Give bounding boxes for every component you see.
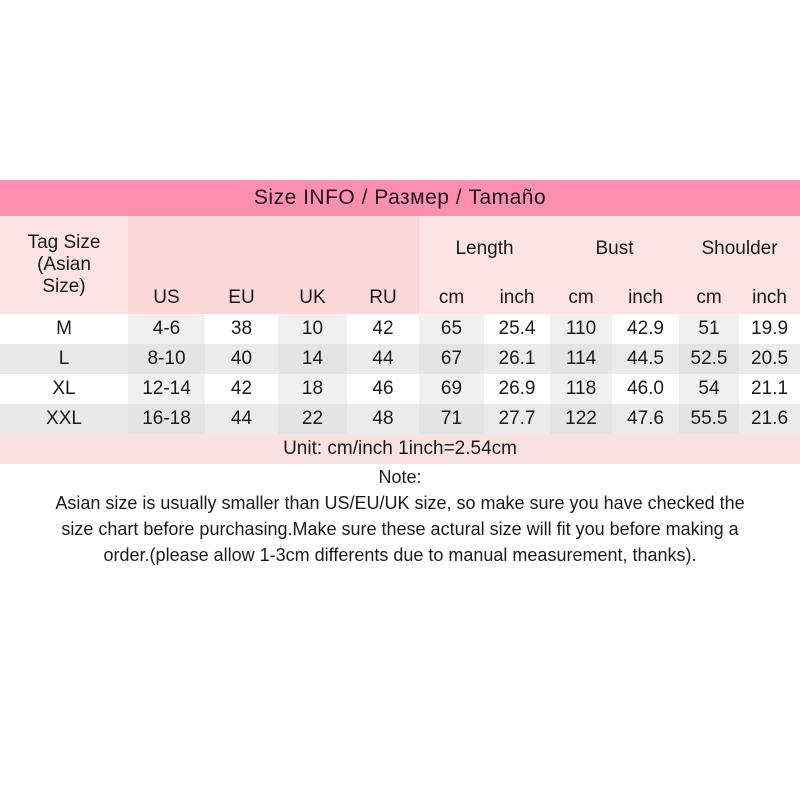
table-row xyxy=(0,344,800,374)
cell-shoulder-inch: 20.5 xyxy=(739,344,800,374)
note-line-1: Asian size is usually smaller than US/EU/UK size, so make sure you have checked the xyxy=(55,493,745,513)
header-tag-size xyxy=(0,216,128,314)
header-length-inch: inch xyxy=(484,282,550,314)
header-uk: UK xyxy=(278,282,347,314)
header-shoulder: Shoulder xyxy=(679,216,800,282)
cell-ru: 46 xyxy=(347,374,419,404)
header-spacer-us xyxy=(128,216,205,282)
table-row xyxy=(0,314,800,344)
cell-bust-inch: 44.5 xyxy=(612,344,679,374)
note-label: Note: xyxy=(0,464,800,490)
cell-length-inch: 27.7 xyxy=(484,404,550,434)
cell-ru: 44 xyxy=(347,344,419,374)
table-row xyxy=(0,404,800,434)
cell-ru: 48 xyxy=(347,404,419,434)
cell-uk: 22 xyxy=(278,404,347,434)
cell-us: 8-10 xyxy=(128,344,205,374)
cell-bust-inch: 42.9 xyxy=(612,314,679,344)
header-eu: EU xyxy=(205,282,278,314)
cell-length-inch: 26.1 xyxy=(484,344,550,374)
cell-shoulder-cm: 54 xyxy=(679,374,739,404)
cell-tag-size: XXL xyxy=(0,404,128,434)
header-tag-size-line1: Tag Size xyxy=(27,232,101,253)
cell-shoulder-inch: 21.1 xyxy=(739,374,800,404)
cell-bust-cm: 114 xyxy=(550,344,612,374)
cell-length-cm: 69 xyxy=(419,374,484,404)
header-bust-cm: cm xyxy=(550,282,612,314)
page-title: Size INFO / Размер / Tamaño xyxy=(0,180,800,216)
cell-shoulder-cm: 51 xyxy=(679,314,739,344)
cell-us: 12-14 xyxy=(128,374,205,404)
cell-uk: 10 xyxy=(278,314,347,344)
note-line-2: size chart before purchasing.Make sure these actural size will fit you before making a xyxy=(61,519,739,539)
cell-uk: 18 xyxy=(278,374,347,404)
table-row xyxy=(0,374,800,404)
header-row-top xyxy=(0,216,800,282)
cell-bust-cm: 110 xyxy=(550,314,612,344)
cell-eu: 40 xyxy=(205,344,278,374)
header-shoulder-inch: inch xyxy=(739,282,800,314)
note-body-row xyxy=(0,490,800,568)
cell-bust-cm: 118 xyxy=(550,374,612,404)
header-ru: RU xyxy=(347,282,419,314)
cell-tag-size: L xyxy=(0,344,128,374)
cell-us: 4-6 xyxy=(128,314,205,344)
table-title-row xyxy=(0,180,800,216)
header-bust-inch: inch xyxy=(612,282,679,314)
header-us: US xyxy=(128,282,205,314)
cell-tag-size: XL xyxy=(0,374,128,404)
cell-length-cm: 67 xyxy=(419,344,484,374)
unit-note-row xyxy=(0,434,800,464)
cell-bust-inch: 47.6 xyxy=(612,404,679,434)
cell-length-inch: 25.4 xyxy=(484,314,550,344)
cell-uk: 14 xyxy=(278,344,347,374)
header-spacer-ru xyxy=(347,216,419,282)
cell-length-inch: 26.9 xyxy=(484,374,550,404)
cell-length-cm: 65 xyxy=(419,314,484,344)
header-shoulder-cm: cm xyxy=(679,282,739,314)
header-bust: Bust xyxy=(550,216,679,282)
note-text xyxy=(0,490,800,568)
unit-note: Unit: cm/inch 1inch=2.54cm xyxy=(0,434,800,464)
cell-shoulder-inch: 21.6 xyxy=(739,404,800,434)
note-line-3: order.(please allow 1-3cm differents due to manual measurement, thanks). xyxy=(103,545,697,565)
cell-tag-size: M xyxy=(0,314,128,344)
cell-ru: 42 xyxy=(347,314,419,344)
header-length-cm: cm xyxy=(419,282,484,314)
cell-eu: 38 xyxy=(205,314,278,344)
cell-shoulder-cm: 52.5 xyxy=(679,344,739,374)
cell-bust-inch: 46.0 xyxy=(612,374,679,404)
cell-us: 16-18 xyxy=(128,404,205,434)
header-tag-size-line3: Size) xyxy=(42,276,86,297)
cell-eu: 42 xyxy=(205,374,278,404)
cell-shoulder-inch: 19.9 xyxy=(739,314,800,344)
header-spacer-eu xyxy=(205,216,278,282)
cell-length-cm: 71 xyxy=(419,404,484,434)
size-chart-table xyxy=(0,180,800,568)
cell-eu: 44 xyxy=(205,404,278,434)
header-tag-size-line2: (Asian xyxy=(37,254,91,275)
header-length: Length xyxy=(419,216,550,282)
note-label-row xyxy=(0,464,800,490)
cell-shoulder-cm: 55.5 xyxy=(679,404,739,434)
size-chart-container xyxy=(0,180,800,568)
cell-bust-cm: 122 xyxy=(550,404,612,434)
header-spacer-uk xyxy=(278,216,347,282)
